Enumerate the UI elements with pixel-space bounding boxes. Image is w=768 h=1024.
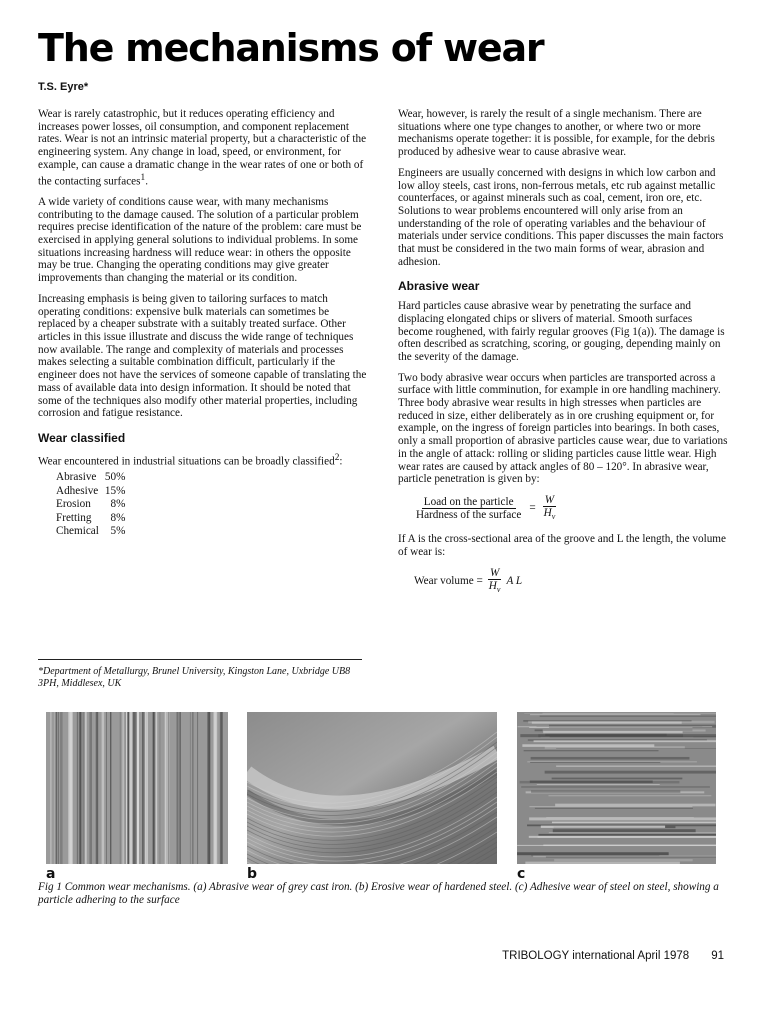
wear-volume-equation: Wear volume = $\frac{W}{H_v}$ A L [414,566,523,594]
paragraph: Wear is rarely catastrophic, but it reduces operating efficiency and increases power losses, oil consumption, and component replacement rates. Wear is not an intrinsic material property, but a characteristic of the engineering system. Any change in load, speed, or environment, for example, can cause a dramatic change in the wear rates of one or both of the contacting surfaces$^1$. [38,108,367,188]
paragraph: Two body abrasive wear occurs when particles are transported across a surface with little comminution, for example in ore handling machinery. Three body abrasive wear results in high stresses when particles are reduced in size, either deliberately as in ore crushing equipment or, for example, on the ingress of foreign particles into bearings. In both cases, only a small proportion of abrasive particles cause wear, due to variations in the angle of attack: rolling or sliding particles cause little wear. High wear rates are caused by attack angles of 80 – 120°. In abrasive wear, particle penetration is given by: [398,371,728,486]
author-line: T.S. Eyre* [38,81,89,93]
right-column [398,108,728,596]
reference-mark: 1 [140,172,146,183]
paragraph: Increasing emphasis is being given to tailoring surfaces to match operating conditions: expensive bulk materials can sometimes be replaced by a cheaper substrate with a suitably treated surface. Other articles in this issue illustrate and discuss the wide range of techniques now available. The range and complexity of materials and processes makes selecting a suitable combination difficult, particularly if the engineer does not have the services of someone capable of translating the mass of available data into design information. It should be noted that some of the techniques also modify other material properties, including corrosion and fatigue resistance. [38,292,367,420]
wear-classification-table [56,471,125,539]
figure-label-b: b [247,866,258,882]
reference-mark: 2 [334,452,340,463]
section-heading-wear-classified: Wear classified [38,430,126,445]
micrograph-erosive-wear [247,712,497,864]
left-column [38,108,368,539]
figure-label-c: c [517,866,526,882]
paragraph: Hard particles cause abrasive wear by penetrating the surface and displacing elongated chips or slivers of material. Smooth surfaces become roughened, with fairly regular grooves (Fig 1(a)). The damage is often described as scratching, scoring, or gouging, depending mainly on the severity of the damage. [398,300,725,363]
article-title: The mechanisms of wear [38,26,544,70]
figure-label-a: a [46,866,56,882]
paragraph: Engineers are usually concerned with designs in which low carbon and low alloy steels, cast irons, non-ferrous metals, etc rub against metallic counterfaces, or against minerals such as coal, cement, iron ore, etc. Solutions to wear problems encountered will only arise from an understanding of the role of operating variables and the behaviour of materials under service conditions. This paper discusses the main factors that must be considered in the two main forms of wear, abrasion and adhesion. [398,166,724,268]
penetration-equation: $\frac{\text{Load on the particle}}{\text{Hardness of the surface}}$ = $\frac{W}{H_v}$ [416,493,556,522]
section-heading-abrasive-wear: Abrasive wear [398,279,480,294]
paragraph: Wear encountered in industrial situations can be broadly classified$^2$: [38,452,343,468]
micrograph-adhesive-wear [517,712,716,864]
table-row: Fretting 8% [56,511,126,524]
table-row: Erosion 8% [56,498,126,511]
footnote-divider [38,659,362,660]
paragraph: A wide variety of conditions cause wear, with many mechanisms contributing to the damage caused. The solution of a particular problem requires precise identification of the nature of the problem: care must be exercised in applying general solutions to individual problems. In some situations increasing hardness will reduce wear: in others the opposite may be true. Changing the operating conditions may give greater improvements than changing the material or its condition. [38,195,362,285]
page-number: 91 [711,950,724,962]
page-footer [502,950,724,962]
journal-name: TRIBOLOGY international April 1978 [502,950,690,962]
table-row: Abrasive 50% [56,471,126,484]
table-row: Chemical 5% [56,525,126,538]
micrograph-abrasive-wear [46,712,228,864]
table-row: Adhesive 15% [56,484,126,497]
paragraph: If A is the cross-sectional area of the groove and L the length, the volume of wear is: [398,533,726,558]
figure-caption: Fig 1 Common wear mechanisms. (a) Abrasive wear of grey cast iron. (b) Erosive wear of hardened steel. (c) Adhesive wear of steel on steel, showing a particle adhering to the surface [38,881,719,906]
author-affiliation-footnote: *Department of Metallurgy, Brunel University, Kingston Lane, Uxbridge UB8 3PH, Middlesex, UK [38,666,351,689]
paragraph: Wear, however, is rarely the result of a single mechanism. There are situations where one type changes to another, or where two or more mechanisms operate together: it is possible, for example, for the debris produced by adhesive wear to cause abrasive wear. [398,108,715,159]
